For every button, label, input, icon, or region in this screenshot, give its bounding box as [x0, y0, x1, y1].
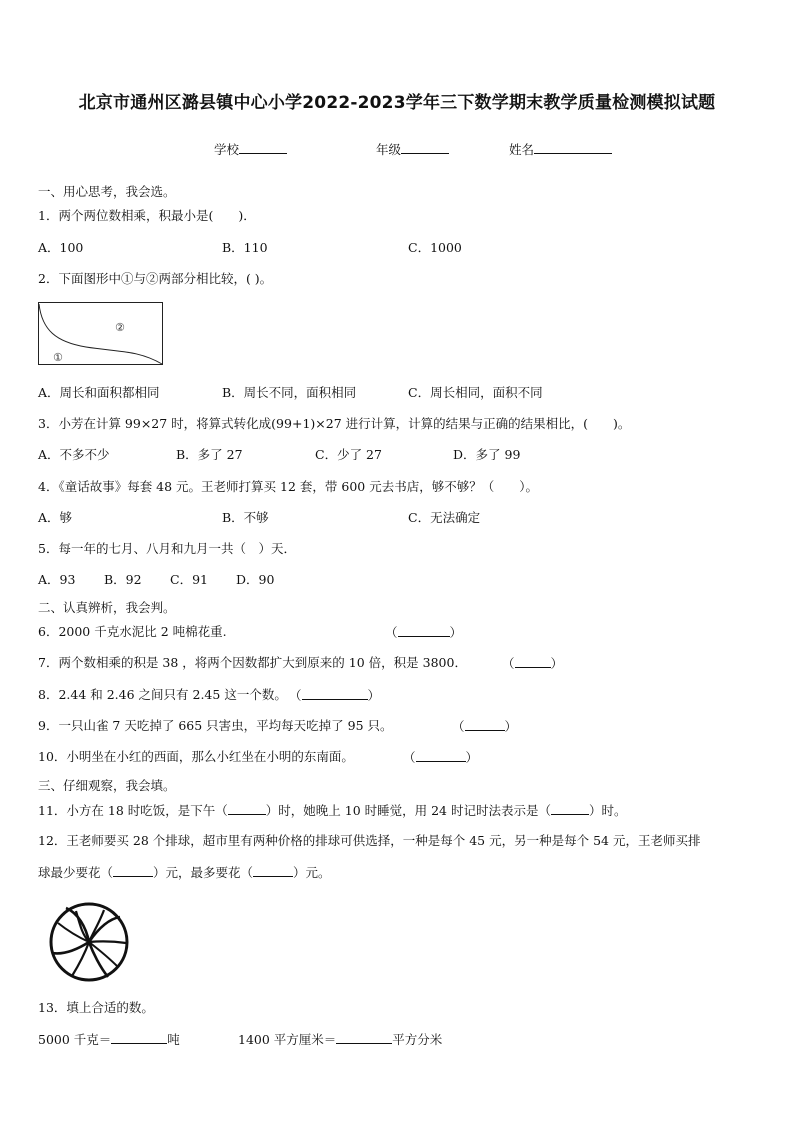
q13-item-1: 5000 千克＝ 吨	[38, 1032, 180, 1047]
q5-option-c[interactable]: C．91	[170, 572, 208, 587]
q2-option-c[interactable]: C．周长相同，面积不同	[408, 385, 543, 400]
q8-answer-blank[interactable]: （ ）	[289, 688, 381, 703]
q3-option-b[interactable]: B．多了 27	[176, 447, 243, 462]
q13-blank-1[interactable]	[111, 1031, 167, 1044]
q13-blank-2[interactable]	[336, 1031, 392, 1044]
name-field	[509, 141, 612, 158]
grade-field	[376, 141, 449, 158]
q11-blank-1[interactable]	[228, 802, 266, 815]
q8-stem: 8．2.44 和 2.46 之间只有 2.45 这一个数。	[38, 687, 287, 702]
q13-item-2: 1400 平方厘米＝ 平方分米	[238, 1032, 443, 1047]
q11-blank-2[interactable]	[551, 802, 589, 815]
q7-answer-blank[interactable]: （ ）	[502, 656, 564, 671]
volleyball-icon	[48, 901, 130, 983]
q12-blank-min[interactable]	[113, 864, 153, 877]
q12-stem-line-1: 12．王老师要买 28 个排球，超市里有两种价格的排球可供选择，一种是每个 45 元，另一种是每个 54 元，王老师买排	[38, 833, 701, 848]
q1-option-c[interactable]: C．1000	[408, 240, 462, 255]
q6-answer-blank[interactable]: （ ）	[385, 625, 463, 640]
q3-stem: 3．小芳在计算 99×27 时，将算式转化成(99+1)×27 进行计算，计算的结果与正确的结果相比，( )。	[38, 416, 631, 431]
q10-answer-blank[interactable]: （ ）	[403, 750, 479, 765]
q2-region-1-label: ①	[53, 351, 63, 364]
q2-figure	[38, 302, 164, 366]
q4-option-c[interactable]: C．无法确定	[408, 510, 481, 525]
school-blank[interactable]	[239, 141, 287, 154]
q5-option-d[interactable]: D．90	[236, 572, 275, 587]
q3-option-d[interactable]: D．多了 99	[453, 447, 521, 462]
q2-stem: 2．下面图形中①与②两部分相比较，( )。	[38, 271, 273, 286]
q11-stem: 11．小方在 18 时吃饭，是下午（ ）时，她晚上 10 时睡觉，用 24 时记时法表示是（ ）时。	[38, 803, 627, 818]
q5-option-b[interactable]: B．92	[104, 572, 142, 587]
q5-option-a[interactable]: A．93	[38, 572, 76, 587]
q13-stem: 13．填上合适的数。	[38, 1000, 154, 1015]
q4-option-a[interactable]: A．够	[38, 510, 73, 525]
section-1-heading: 一、用心思考，我会选。	[38, 184, 176, 199]
q9-answer-blank[interactable]: （ ）	[452, 719, 518, 734]
section-3-heading: 三、仔细观察，我会填。	[38, 778, 176, 793]
q1-stem: 1．两个两位数相乘，积最小是( )．	[38, 208, 256, 223]
q6-stem: 6．2000 千克水泥比 2 吨棉花重.	[38, 624, 227, 639]
q4-stem: 4．《童话故事》每套 48 元。王老师打算买 12 套，带 600 元去书店，够不够？（ ）。	[38, 479, 538, 494]
q7-stem: 7．两个数相乘的积是 38 ，将两个因数都扩大到原来的 10 倍，积是 3800．	[38, 655, 467, 670]
section-2-heading: 二、认真辨析，我会判。	[38, 600, 176, 615]
q2-option-b[interactable]: B．周长不同，面积相同	[222, 385, 357, 400]
q5-stem: 5．每一年的七月、八月和九月一共（ ）天．	[38, 541, 296, 556]
q3-option-a[interactable]: A．不多不少	[38, 447, 110, 462]
name-blank[interactable]	[534, 141, 612, 154]
name-label: 姓名	[509, 142, 535, 157]
q2-region-2-label: ②	[115, 321, 125, 334]
q1-option-b[interactable]: B．110	[222, 240, 268, 255]
q10-stem: 10．小明坐在小红的西面，那么小红坐在小明的东南面。	[38, 749, 354, 764]
grade-label: 年级	[376, 142, 402, 157]
q12-blank-max[interactable]	[253, 864, 293, 877]
q9-stem: 9．一只山雀 7 天吃掉了 665 只害虫，平均每天吃掉了 95 只。	[38, 718, 393, 733]
school-label: 学校	[214, 142, 240, 157]
q2-option-a[interactable]: A．周长和面积都相同	[38, 385, 160, 400]
grade-blank[interactable]	[401, 141, 449, 154]
q1-option-a[interactable]: A．100	[38, 240, 84, 255]
page-title: 北京市通州区潞县镇中心小学2022-2023学年三下数学期末教学质量检测模拟试题	[78, 93, 716, 113]
q4-option-b[interactable]: B．不够	[222, 510, 269, 525]
q3-option-c[interactable]: C．少了 27	[315, 447, 382, 462]
q12-stem-line-2: 球最少要花（ ）元，最多要花（ ）元。	[38, 865, 331, 880]
school-field	[214, 141, 287, 158]
